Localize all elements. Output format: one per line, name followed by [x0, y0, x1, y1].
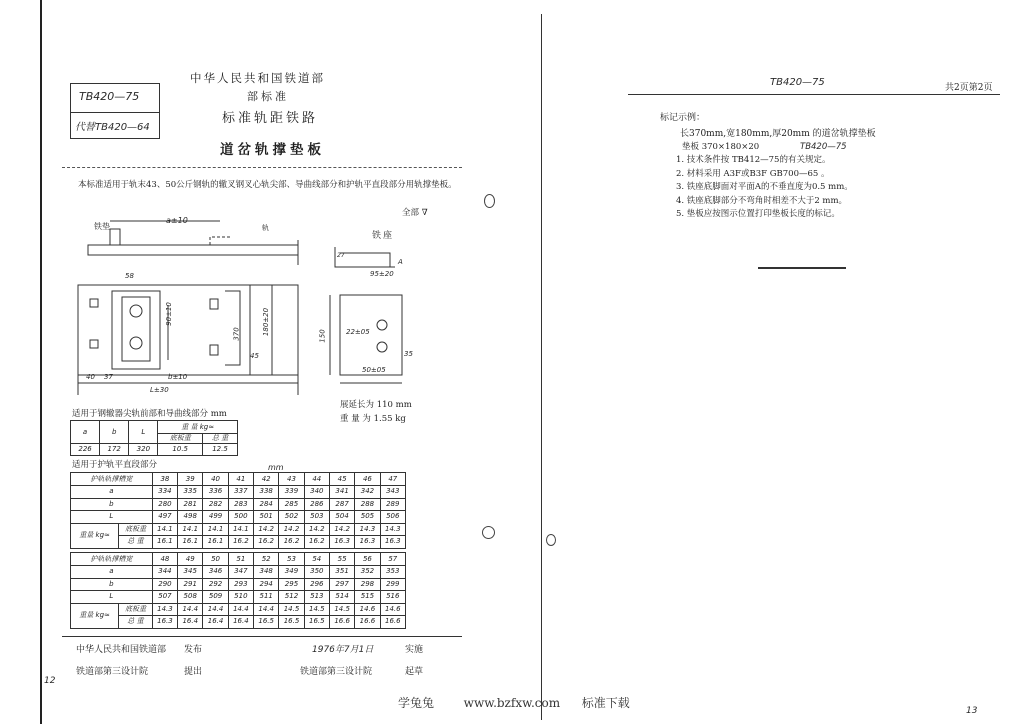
table-cell: 497	[152, 511, 177, 524]
bolt-hole-1	[130, 305, 142, 317]
table1-header: b	[100, 421, 129, 444]
seat-dim-35: 35	[404, 350, 413, 358]
seat-left	[112, 291, 160, 369]
table-cell: 502	[279, 511, 304, 524]
table-cell: 514	[329, 591, 354, 604]
table1-cell: 226	[71, 444, 100, 456]
page-number-left: 12	[44, 676, 56, 686]
table-row	[71, 603, 406, 616]
table-row	[71, 523, 406, 536]
table-row	[71, 486, 406, 499]
standard-code: TB420—75	[79, 90, 140, 103]
seat-dim-22: 22±05	[346, 328, 370, 336]
table-cell: 347	[228, 566, 253, 579]
table-cell: 14.4	[178, 603, 203, 616]
requirement-item: 3. 铁座底脚面对平面A的不垂直度为0.5 mm。	[676, 182, 853, 192]
table2-caption: 适用于护轨平直段部分	[72, 460, 158, 470]
table-cell: 515	[355, 591, 380, 604]
weight-label: 重量 kg≈	[71, 603, 119, 628]
table-cell: 14.5	[329, 603, 354, 616]
table-cell: 295	[279, 578, 304, 591]
example-code: TB420—75	[800, 142, 847, 152]
table-cell: 350	[304, 566, 329, 579]
slot-3	[210, 299, 218, 309]
table-cell: 498	[178, 511, 203, 524]
seat-dim-27: 27	[337, 252, 345, 259]
table-cell: 16.2	[228, 536, 253, 549]
footer-rule	[62, 636, 462, 637]
watermark-url[interactable]: www.bzfxw.com	[463, 696, 561, 710]
table-cell: 342	[355, 486, 380, 499]
seat-dim-50: 50±05	[362, 366, 386, 374]
table-cell: 14.1	[152, 523, 177, 536]
effective-label: 实施	[405, 645, 424, 655]
table-cell: 16.3	[355, 536, 380, 549]
plate-drawing	[60, 215, 460, 415]
row-label: b	[71, 578, 153, 591]
example-mark: 垫板 370×180×20	[682, 142, 760, 152]
table-cell: 16.2	[279, 536, 304, 549]
table-cell: 294	[254, 578, 279, 591]
table-col-header: 41	[228, 473, 253, 486]
table-cell: 340	[304, 486, 329, 499]
table-cell: 14.2	[254, 523, 279, 536]
watermark-site: 学兔兔	[398, 696, 435, 710]
table-cell: 16.1	[178, 536, 203, 549]
table-cell: 513	[304, 591, 329, 604]
example-line: 长370mm,宽180mm,厚20mm 的道岔轨撑垫板	[680, 129, 876, 139]
label-plate: 铁垫	[94, 222, 110, 231]
table-cell: 14.5	[279, 603, 304, 616]
table-col-header: 43	[279, 473, 304, 486]
table1-header: 重 量 kg≈	[158, 421, 238, 434]
table-col-header: 42	[254, 473, 279, 486]
table-cell: 500	[228, 511, 253, 524]
table-col-header: 48	[152, 553, 177, 566]
standard-type: 部标准	[247, 90, 289, 103]
table-cell: 16.1	[152, 536, 177, 549]
dim-b: b±10	[168, 373, 188, 381]
label-seat: 铁座	[372, 231, 395, 241]
table-cell: 16.3	[380, 536, 405, 549]
requirement-item: 1. 技术条件按 TB412—75的有关规定。	[676, 155, 831, 165]
table-col-header: 47	[380, 473, 405, 486]
table-cell: 499	[203, 511, 228, 524]
table-cell: 14.6	[355, 603, 380, 616]
table-cell: 352	[355, 566, 380, 579]
roughness-note: 全部 ∇	[402, 208, 428, 218]
table-cell: 16.4	[178, 616, 203, 629]
dim-45: 45	[250, 352, 259, 360]
table-cell: 334	[152, 486, 177, 499]
table-cell: 16.3	[329, 536, 354, 549]
table-cell: 288	[355, 498, 380, 511]
slot-2	[90, 340, 98, 348]
table-cell: 290	[152, 578, 177, 591]
table-head-label: 护轨轨撑槽宽	[71, 553, 153, 566]
table-cell: 16.5	[279, 616, 304, 629]
table-cell: 14.3	[355, 523, 380, 536]
slot-1	[90, 299, 98, 307]
table-cell: 16.2	[304, 536, 329, 549]
marking-label: 标记示例：	[660, 113, 706, 123]
table1-subheader: 总 重	[203, 434, 238, 444]
table-col-header: 38	[152, 473, 177, 486]
table-cell: 14.5	[304, 603, 329, 616]
table-cell: 14.4	[228, 603, 253, 616]
proposer: 铁道部第三设计院	[76, 667, 149, 677]
table-cell: 14.2	[279, 523, 304, 536]
end-rule	[758, 267, 846, 269]
document-title: 道岔轨撑垫板	[220, 142, 325, 158]
table-cell: 299	[380, 578, 405, 591]
table-cell: 503	[304, 511, 329, 524]
intro-text: 本标准适用于轨末43、50公斤钢轨的辙叉钢叉心轨尖部、导曲线部分和护轨平直段部分用轨撑垫板。	[78, 180, 457, 190]
seat-A: A	[398, 258, 403, 266]
table-cell: 336	[203, 486, 228, 499]
effective-date: 1976年7月1日	[312, 645, 374, 655]
label-rail: 轨	[262, 224, 269, 232]
table-col-header: 52	[254, 553, 279, 566]
rail-outline	[210, 237, 230, 245]
row-label: a	[71, 486, 153, 499]
table-cell: 280	[152, 498, 177, 511]
table-cell: 14.4	[203, 603, 228, 616]
table-cell: 287	[329, 498, 354, 511]
table-col-header: 39	[178, 473, 203, 486]
table-cell: 14.2	[329, 523, 354, 536]
table-cell: 510	[228, 591, 253, 604]
table-cell: 505	[355, 511, 380, 524]
table-cell: 16.4	[203, 616, 228, 629]
table-col-header: 56	[355, 553, 380, 566]
seat-note-2: 重 量 为 1.55 kg	[340, 414, 406, 424]
weight-label: 重量 kg≈	[71, 523, 119, 548]
punch-hole-icon	[484, 194, 495, 208]
table-cell: 507	[152, 591, 177, 604]
table-cell: 16.4	[228, 616, 253, 629]
dim-58: 58	[125, 272, 134, 280]
table-col-header: 50	[203, 553, 228, 566]
table-cell: 16.5	[254, 616, 279, 629]
table1-cell: 172	[100, 444, 129, 456]
table-cell: 349	[279, 566, 304, 579]
table-cell: 351	[329, 566, 354, 579]
table-cell: 508	[178, 591, 203, 604]
table-cell: 345	[178, 566, 203, 579]
table1-header: L	[129, 421, 158, 444]
table-cell: 14.3	[380, 523, 405, 536]
seat-inner	[122, 297, 150, 361]
table-col-header: 53	[279, 553, 304, 566]
requirements-list	[676, 154, 853, 222]
table-cell: 339	[279, 486, 304, 499]
dim-90: 90±10	[164, 302, 173, 326]
seat-dim-150: 150	[318, 329, 327, 343]
table-row	[71, 578, 406, 591]
table-col-header: 40	[203, 473, 228, 486]
requirement-item: 4. 铁座底脚部分不弯角时相差不大于2 mm。	[676, 195, 848, 206]
table-cell: 343	[380, 486, 405, 499]
row-label: L	[71, 511, 153, 524]
table1-caption: 适用于钢辙器尖轨前部和导曲线部分 mm	[72, 409, 227, 419]
right-header-rule	[628, 94, 1000, 95]
table1-cell: 320	[129, 444, 158, 456]
table-cell: 16.6	[355, 616, 380, 629]
table-cell: 509	[203, 591, 228, 604]
propose-label: 提出	[184, 667, 203, 677]
dim-180: 180±20	[262, 307, 271, 337]
table-head-label: 护轨轨撑槽宽	[71, 473, 153, 486]
table-row	[71, 536, 406, 549]
table-cell: 14.6	[380, 603, 405, 616]
table-cell: 286	[304, 498, 329, 511]
dim-40: 40	[86, 373, 95, 381]
dim-370: 370	[232, 327, 241, 341]
table-cell: 291	[178, 578, 203, 591]
table-cell: 338	[254, 486, 279, 499]
table1	[70, 420, 238, 456]
seat-dim-95: 95±20	[370, 270, 394, 278]
drafter: 铁道部第三设计院	[300, 667, 373, 677]
table1-cell: 10.5	[158, 444, 203, 456]
table-cell: 341	[329, 486, 354, 499]
table-cell: 344	[152, 566, 177, 579]
table-cell: 16.3	[152, 616, 177, 629]
row-label: b	[71, 498, 153, 511]
header-rule	[62, 167, 462, 168]
page-divider	[541, 14, 542, 720]
seat-hole-1	[377, 320, 387, 330]
table-col-header: 49	[178, 553, 203, 566]
table-cell: 353	[380, 566, 405, 579]
plate-side-view	[88, 245, 298, 255]
table3	[70, 552, 406, 629]
table-cell: 14.3	[152, 603, 177, 616]
table-cell: 281	[178, 498, 203, 511]
shoulder-left	[110, 229, 120, 245]
table-cell: 298	[355, 578, 380, 591]
table-col-header: 44	[304, 473, 329, 486]
bolt-hole-2	[130, 337, 142, 349]
table-col-header: 46	[355, 473, 380, 486]
table-cell: 289	[380, 498, 405, 511]
table-cell: 285	[279, 498, 304, 511]
table-cell: 337	[228, 486, 253, 499]
table-col-header: 57	[380, 553, 405, 566]
org-name: 中华人民共和国铁道部	[190, 71, 325, 85]
table-cell: 16.6	[380, 616, 405, 629]
table2-unit: mm	[268, 463, 284, 472]
watermark-text: 标准下载	[581, 696, 630, 710]
dim-L: L±30	[150, 386, 169, 394]
table-cell: 348	[254, 566, 279, 579]
table-cell: 14.1	[228, 523, 253, 536]
table-cell: 506	[380, 511, 405, 524]
table-cell: 501	[254, 511, 279, 524]
table1-header: a	[71, 421, 100, 444]
slot-4	[210, 345, 218, 355]
row-label: 总 重	[119, 616, 153, 629]
table-cell: 14.1	[178, 523, 203, 536]
table-row	[71, 511, 406, 524]
table-col-header: 55	[329, 553, 354, 566]
seat-hole-2	[377, 342, 387, 352]
issue-label: 发布	[184, 645, 203, 655]
page-number-right: 13	[966, 706, 978, 716]
table-row	[71, 498, 406, 511]
replaces-code: 代替TB420—64	[75, 122, 150, 133]
row-label: 底板重	[119, 603, 153, 616]
table-cell: 283	[228, 498, 253, 511]
watermark	[398, 694, 630, 711]
table-row	[71, 591, 406, 604]
requirement-item: 5. 垫板应按图示位置打印垫板长度的标记。	[676, 209, 840, 219]
dim-a: a±10	[166, 216, 188, 225]
table-row	[71, 566, 406, 579]
issuer: 中华人民共和国铁道部	[76, 645, 167, 655]
table-cell: 504	[329, 511, 354, 524]
table-cell: 16.5	[304, 616, 329, 629]
table-cell: 292	[203, 578, 228, 591]
table-cell: 297	[329, 578, 354, 591]
table-row	[71, 616, 406, 629]
row-label: L	[71, 591, 153, 604]
table-cell: 511	[254, 591, 279, 604]
draft-label: 起草	[405, 667, 424, 677]
row-label: a	[71, 566, 153, 579]
table-col-header: 51	[228, 553, 253, 566]
page-info: 共2页第2页	[945, 83, 993, 93]
dim-37: 37	[104, 373, 113, 381]
table-cell: 16.1	[203, 536, 228, 549]
table-cell: 14.4	[254, 603, 279, 616]
requirement-item: 2. 材料采用 A3F或B3F GB700—65 。	[676, 168, 830, 179]
right-header-code: TB420—75	[770, 77, 825, 88]
left-page-edge	[40, 0, 42, 724]
row-label: 底板重	[119, 523, 153, 536]
table-cell: 296	[304, 578, 329, 591]
table-cell: 512	[279, 591, 304, 604]
table1-cell: 12.5	[203, 444, 238, 456]
standard-code-box	[70, 83, 160, 139]
table-cell: 16.6	[329, 616, 354, 629]
table-cell: 284	[254, 498, 279, 511]
table-cell: 293	[228, 578, 253, 591]
table-col-header: 54	[304, 553, 329, 566]
row-label: 总 重	[119, 536, 153, 549]
table-cell: 14.1	[203, 523, 228, 536]
table-cell: 346	[203, 566, 228, 579]
table-cell: 282	[203, 498, 228, 511]
table-cell: 14.2	[304, 523, 329, 536]
table1-subheader: 底板重	[158, 434, 203, 444]
punch-hole-icon	[546, 534, 556, 546]
table-cell: 335	[178, 486, 203, 499]
table-col-header: 45	[329, 473, 354, 486]
punch-hole-icon	[482, 526, 495, 539]
table-cell: 516	[380, 591, 405, 604]
seat-note-1: 展延长为 110 mm	[340, 400, 412, 410]
table2	[70, 472, 406, 549]
category: 标准轨距铁路	[222, 111, 319, 126]
table-cell: 16.2	[254, 536, 279, 549]
